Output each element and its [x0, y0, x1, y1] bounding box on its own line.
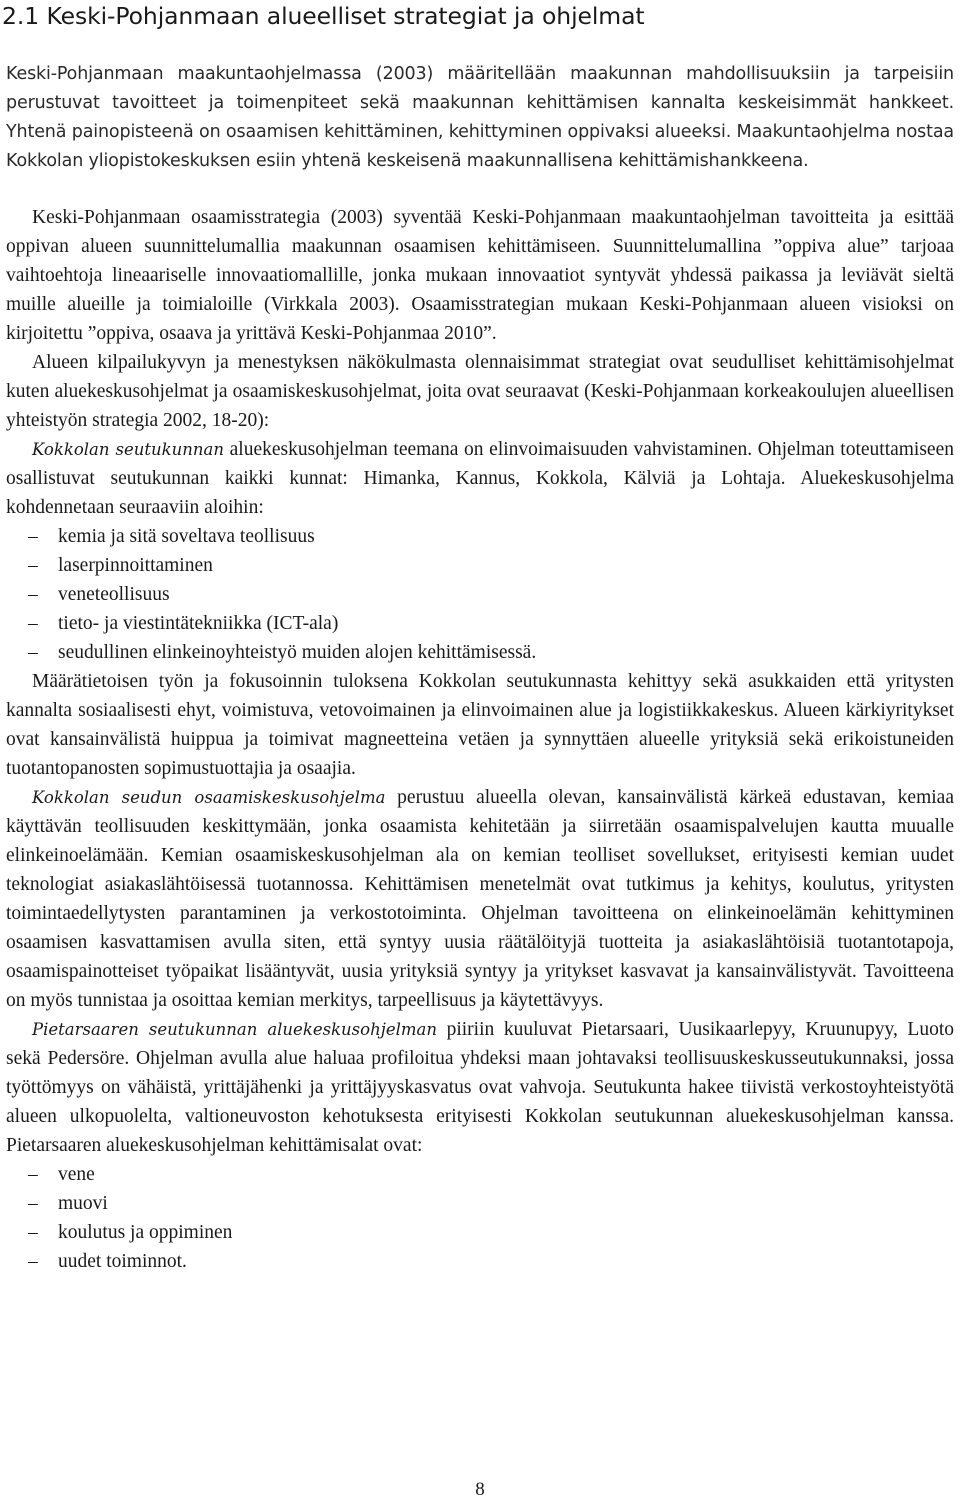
paragraph-osaamisstrategia: Keski-Pohjanmaan osaamisstrategia (2003) syventää Keski-Pohjanmaan maakuntaohjelman tavoitteita ja esittää oppivan alueen suunnittelumallia maakunnan osaamisen kehittämiseen. Suunnittelumallina ”oppiva alue” tarjoaa vaihtoehtoja lineaariselle innovaatiomallille, jonka mukaan innovaatiot syntyvät yhdessä paikassa ja leviävät sieltä muille alueille ja toimialoille (Virkkala 2003). Osaamisstrategian mukaan Keski-Pohjanmaan alueen visioksi on kirjoitettu ”oppiva, osaava ja yrittävä Keski-Pohjanmaa 2010”. — [6, 207, 954, 344]
paragraph-results: Määrätietoisen työn ja fokusoinnin tuloksena Kokkolan seutukunnasta kehittyy sekä asukkaiden että yritysten kannalta sosiaalisesti ehyt, voimistuva, vetovoimainen ja elinvoimainen alue ja logistiikkakeskus. Alueen kärkiyritykset ovat kansainvälistä huippua ja toimivat magneetteina vetäen ja synnyttäen alueelle yrityksiä sekä erikoistuneiden tuotantopanosten sopimustuottajia ja osaajia. — [6, 671, 954, 779]
paragraph-text: perustuu alueella olevan, kansainvälistä kärkeä edustavan, kemiaa käyttävän teollisuuden keskittymään, jonka osaamista kehitetään ja siirretään osaamispalvelujen kautta muualle elinkeinoelämään. Kemian osaamiskeskusohjelman ala on kemian teolliset sovellukset, erityisesti kemian uudet teknologiat asiakaslähtöisessä tuotannossa. Kehittämisen menetelmät ovat tutkimus ja kehitys, koulutus, yritysten toimintaedellytysten parantaminen ja verkostotoiminta. Ohjelman tavoitteena on elinkeinoelämän kehittyminen osaamisen kasvattamisen avulla siten, että syntyy uusia räätälöityjä tuotteita ja asiakaslähtöisiä tuotantotapoja, osaamispainotteiset työpaikat lisääntyvät, uusia yrityksiä syntyy ja yritykset kasvavat ja kansainvälistyvät. Tavoitteena on myös tunnistaa ja osoittaa kemian merkitys, tarpeellisuus ja käytettävyys. — [6, 787, 954, 1011]
paragraph-pietarsaari — [6, 1015, 954, 1160]
page-number: 8 — [475, 1479, 485, 1500]
focus-areas-list — [6, 522, 954, 667]
list-item: – tieto- ja viestintätekniikka (ICT-ala) — [6, 609, 954, 638]
intro-text: Keski-Pohjanmaan maakuntaohjelmassa (2003) määritellään maakunnan mahdollisuuksiin ja tarpeisiin perustuvat tavoitteet ja toimenpiteet sekä maakunnan kehittämisen kannalta keskeisimmät hankkeet. Yhtenä painopisteenä on osaamisen kehittäminen, kehittyminen oppivaksi alueeksi. Maakuntaohjelma nostaa Kokkolan yliopistokeskuksen esiin yhtenä keskeisenä maakunnallisena kehittämishankkeena. — [6, 64, 954, 171]
intro-paragraph — [6, 60, 954, 176]
italic-program-name: Pietarsaaren seutukunnan aluekeskusohjelman — [32, 1020, 437, 1039]
development-areas-list — [6, 1160, 954, 1276]
paragraph-competence-centre — [6, 783, 954, 1015]
list-item: – uudet toiminnot. — [6, 1247, 954, 1276]
list-item: – kemia ja sitä soveltava teollisuus — [6, 522, 954, 551]
paragraph-text: piiriin kuuluvat Pietarsaari, Uusikaarlepyy, Kruunupyy, Luoto sekä Pedersöre. Ohjelman avulla alue haluaa profiloitua yhdeksi maan johtavaksi teollisuuskeskusseutukunnaksi, jossa työttömyys on vähäistä, yrittäjähenki ja yrittäjyyskasvatus ovat vahvoja. Seutukunta hakee tiivistä verkostoyhteistyötä alueen ulkopuolelta, valtioneuvoston kehotuksesta erityisesti Kokkolan seutukunnan aluekeskusohjelman kanssa. Pietarsaaren aluekeskusohjelman kehittämisalat ovat: — [6, 1019, 954, 1156]
list-item: – vene — [6, 1160, 954, 1189]
list-item: – seudullinen elinkeinoyhteistyö muiden alojen kehittämisessä. — [6, 638, 954, 667]
paragraph-kokkola-region — [6, 435, 954, 522]
section-title: 2.1 Keski-Pohjanmaan alueelliset strategiat ja ohjelmat — [2, 2, 645, 30]
list-item: – veneteollisuus — [6, 580, 954, 609]
body-text — [6, 203, 954, 1276]
paragraph-text: aluekeskusohjelman teemana on elinvoimaisuuden vahvistaminen. Ohjelman toteuttamiseen osallistuvat seutukunnan kaikki kunnat: Himanka, Kannus, Kokkola, Kälviä ja Lohtaja. Aluekeskusohjelma kohdennetaan seuraaviin aloihin: — [6, 439, 954, 518]
italic-program-name: Kokkolan seutukunnan — [32, 440, 224, 459]
paragraph-strategies: Alueen kilpailukyvyn ja menestyksen näkökulmasta olennaisimmat strategiat ovat seudulliset kehittämisohjelmat kuten aluekeskusohjelmat ja osaamiskeskusohjelmat, joita ovat seuraavat (Keski-Pohjanmaan korkeakoulujen alueellisen yhteistyön strategia 2002, 18-20): — [6, 352, 954, 431]
list-item: – laserpinnoittaminen — [6, 551, 954, 580]
list-item: – muovi — [6, 1189, 954, 1218]
list-item: – koulutus ja oppiminen — [6, 1218, 954, 1247]
italic-program-name: Kokkolan seudun osaamiskeskusohjelma — [32, 788, 386, 807]
